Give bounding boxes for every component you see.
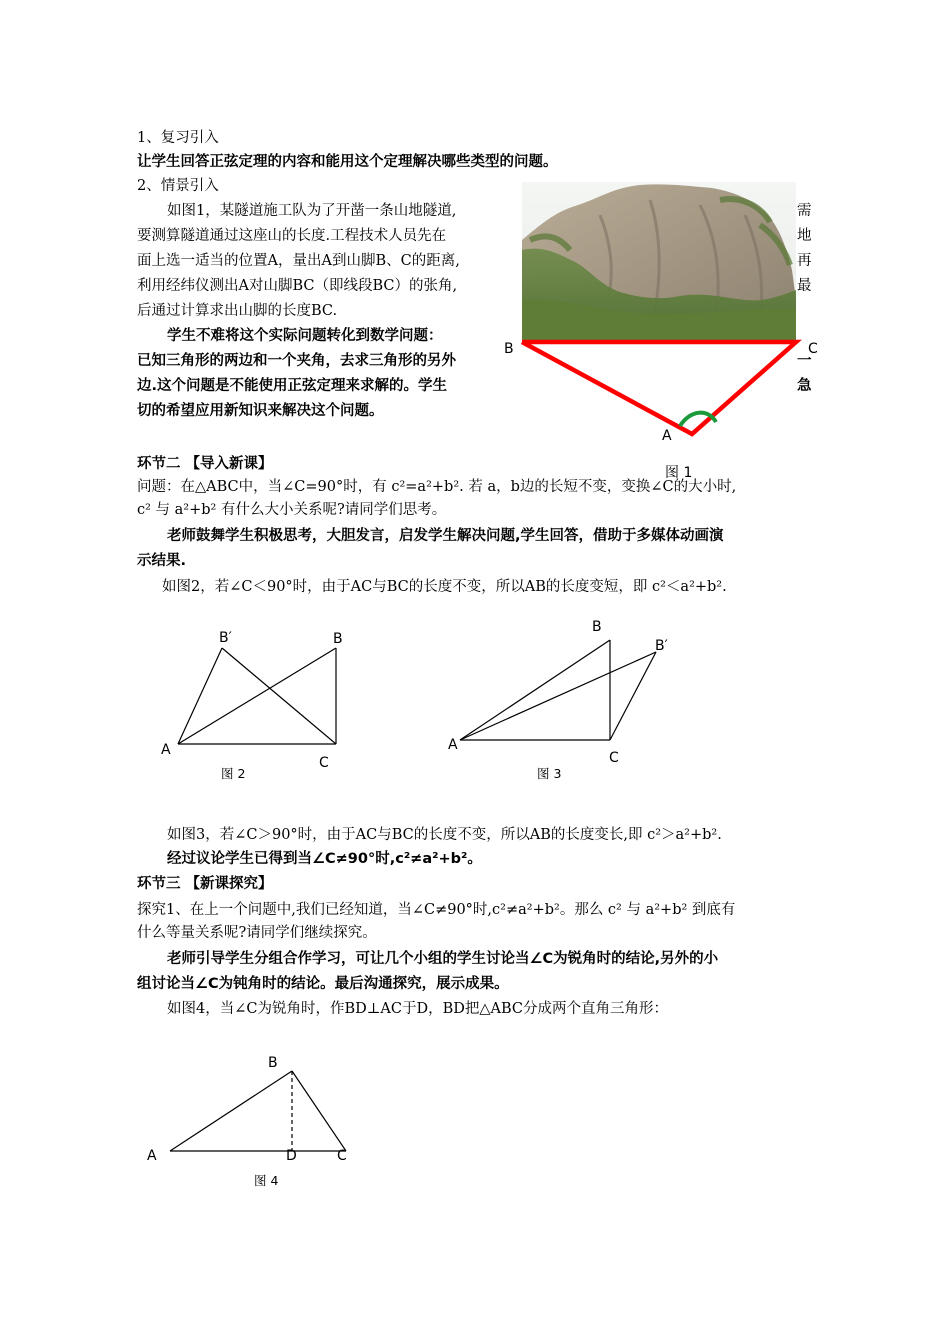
text-discussion-result: 经过议论学生已得到当∠C≠90°时,c²≠a²+b²。 (167, 851, 482, 867)
text-teacher-encourage-1: 老师鼓舞学生积极思考，大胆发言，启发学生解决问题,学生回答，借助于多媒体动画演 (167, 528, 724, 544)
fig2-label-B: B (333, 631, 343, 647)
fig4-label-C: C (337, 1148, 347, 1164)
text-math-problem-2: 边.这个问题是不能使用正弦定理来求解的。学生 (137, 378, 448, 394)
fig2-caption: 图 2 (221, 766, 246, 781)
text-figure2-explanation: 如图2，若∠C＜90°时，由于AC与BC的长度不变，所以AB的长度变短，即 c²＜a²+b². (162, 579, 727, 595)
fig3-label-A: A (448, 737, 458, 753)
fig1-label-C: C (808, 341, 818, 357)
text-scenario-3: 面上选一适当的位置A，量出A到山脚B、C的距离, (137, 253, 460, 269)
fig3-label-B: B (592, 619, 602, 635)
fig4-label-D: D (286, 1148, 297, 1164)
text-scenario-3-end: 再 (797, 253, 812, 269)
heading-scenario: 2、情景引入 (137, 178, 219, 194)
fig3-label-C: C (609, 750, 619, 766)
text-explore-2: 什么等量关系呢?请同学们继续探究。 (137, 925, 377, 941)
text-scenario-1-end: 需 (797, 203, 812, 219)
text-scenario-4: 利用经纬仪测出A对山脚BC（即线段BC）的张角, (137, 278, 458, 294)
text-figure4-intro: 如图4，当∠C为锐角时，作BD⊥AC于D，BD把△ABC分成两个直角三角形： (167, 1001, 668, 1017)
text-teacher-encourage-2: 示结果. (137, 553, 187, 569)
text-scenario-4-end: 最 (797, 278, 812, 294)
fig1-label-A: A (662, 428, 672, 444)
fig2-label-A: A (161, 742, 171, 758)
text-question-2: c² 与 a²+b² 有什么大小关系呢?请同学们思考。 (137, 502, 447, 518)
fig4-label-B: B (268, 1055, 278, 1071)
fig4-caption: 图 4 (254, 1173, 279, 1188)
heading-section-two: 环节二 【导入新课】 (137, 456, 273, 472)
heading-section-three: 环节三 【新课探究】 (137, 876, 273, 892)
text-math-problem-1: 已知三角形的两边和一个夹角，去求三角形的另外 (137, 353, 456, 369)
text-math-problem-1-end: 一 (797, 353, 812, 369)
fig3-caption: 图 3 (537, 766, 562, 781)
fig1-caption: 图 1 (665, 465, 693, 481)
text-scenario-2-end: 地 (797, 228, 812, 244)
text-review-task: 让学生回答正弦定理的内容和能用这个定理解决哪些类型的问题。 (137, 154, 558, 170)
text-conversion: 学生不难将这个实际问题转化到数学问题： (167, 328, 443, 344)
fig2-label-C: C (319, 755, 329, 771)
text-group-work-2: 组讨论当∠C为钝角时的结论。最后沟通探究，展示成果。 (137, 976, 509, 992)
text-explore-1: 探究1、在上一个问题中,我们已经知道，当∠C≠90°时,c²≠a²+b²。那么 c² 与 a²+b² 到底有 (137, 902, 736, 918)
text-figure3-explanation: 如图3，若∠C＞90°时，由于AC与BC的长度不变，所以AB的长度变长,即 c²＞a²+b². (167, 827, 722, 843)
text-math-problem-3: 切的希望应用新知识来解决这个问题。 (137, 403, 384, 419)
heading-review: 1、复习引入 (137, 130, 219, 146)
text-math-problem-2-end: 急 (797, 378, 812, 394)
text-scenario-5: 后通过计算求出山脚的长度BC. (137, 303, 338, 319)
text-scenario-2: 要测算隧道通过这座山的长度.工程技术人员先在 (137, 228, 447, 244)
fig1-label-B: B (504, 341, 514, 357)
text-group-work-1: 老师引导学生分组合作学习，可让几个小组的学生讨论当∠C为锐角时的结论,另外的小 (167, 951, 719, 967)
fig4-label-A: A (147, 1148, 157, 1164)
fig3-label-B-prime: B′ (655, 638, 668, 654)
fig2-label-B-prime: B′ (219, 630, 232, 646)
text-question-1: 问题：在△ABC中，当∠C=90°时，有 c²=a²+b². 若 a，b边的长短不变，变换∠C的大小时, (137, 479, 737, 495)
text-scenario-1: 如图1，某隧道施工队为了开凿一条山地隧道, (167, 203, 457, 219)
